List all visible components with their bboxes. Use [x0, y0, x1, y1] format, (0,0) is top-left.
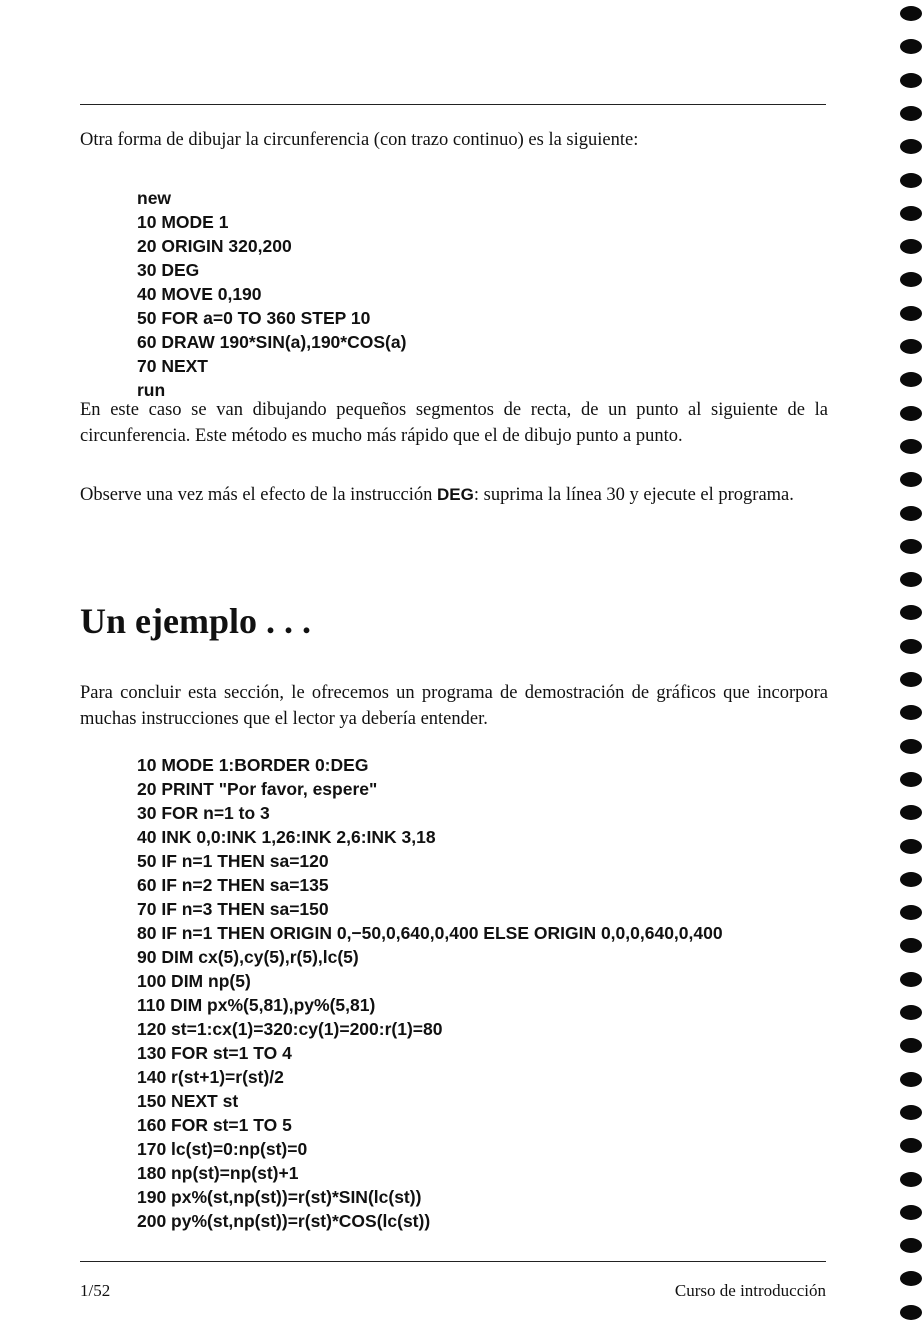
code-line: 40 INK 0,0:INK 1,26:INK 2,6:INK 3,18	[137, 827, 436, 847]
binder-hole	[900, 406, 922, 421]
code-line: 180 np(st)=np(st)+1	[137, 1163, 299, 1183]
binder-hole	[900, 772, 922, 787]
binder-hole	[900, 1271, 922, 1286]
footer-title: Curso de introducción	[674, 1281, 826, 1300]
binder-hole	[900, 1305, 922, 1320]
deg-keyword: DEG	[437, 485, 474, 504]
paragraph-deg-after: : suprima la línea 30 y ejecute el programa.	[473, 485, 794, 505]
paragraph-deg-before: Observe una vez más el efecto de la instrucción	[80, 485, 438, 505]
code-line: 190 px%(st,np(st))=r(st)*SIN(lc(st))	[137, 1187, 422, 1207]
code-line: 60 DRAW 190*SIN(a),190*COS(a)	[137, 332, 407, 352]
code-line: 30 FOR n=1 to 3	[137, 803, 270, 823]
bottom-rule	[80, 1261, 826, 1262]
code-listing-1	[137, 186, 406, 402]
binder-hole	[900, 972, 922, 987]
code-line: 90 DIM cx(5),cy(5),r(5),lc(5)	[137, 947, 359, 967]
section-heading: Un ejemplo . . .	[80, 601, 311, 641]
binder-holes	[896, 0, 924, 1334]
binder-hole	[900, 106, 922, 121]
intro-paragraph: Otra forma de dibujar la circunferencia (con trazo continuo) es la siguiente:	[80, 130, 639, 150]
binder-hole	[900, 472, 922, 487]
binder-hole	[900, 439, 922, 454]
binder-hole	[900, 572, 922, 587]
code-line: 130 FOR st=1 TO 4	[137, 1043, 292, 1063]
paragraph-segments: En este caso se van dibujando pequeños segmentos de recta, de un punto al siguiente de la circunferencia. Este método es mucho más rápido que el de dibujo punto a punto.	[80, 400, 828, 446]
binder-hole	[900, 639, 922, 654]
code-listing-2	[137, 753, 723, 1233]
code-line: 50 FOR a=0 TO 360 STEP 10	[137, 308, 371, 328]
intro-demo-paragraph: Para concluir esta sección, le ofrecemos un programa de demostración de gráficos que incorpora muchas instrucciones que el lector ya debería entender.	[80, 683, 828, 729]
code-line: 140 r(st+1)=r(st)/2	[137, 1067, 284, 1087]
binder-hole	[900, 739, 922, 754]
code-line: 120 st=1:cx(1)=320:cy(1)=200:r(1)=80	[137, 1019, 443, 1039]
binder-hole	[900, 139, 922, 154]
page-number: 1/52	[80, 1281, 111, 1300]
code-line: 70 IF n=3 THEN sa=150	[137, 899, 329, 919]
code-line: 40 MOVE 0,190	[137, 284, 262, 304]
code-line: new	[137, 188, 172, 208]
paragraph-deg	[80, 482, 828, 508]
code-line: 60 IF n=2 THEN sa=135	[137, 875, 329, 895]
code-line: run	[137, 380, 166, 400]
binder-hole	[900, 872, 922, 887]
code-line: 110 DIM px%(5,81),py%(5,81)	[137, 995, 376, 1015]
binder-hole	[900, 272, 922, 287]
binder-hole	[900, 39, 922, 54]
binder-hole	[900, 506, 922, 521]
code-line: 160 FOR st=1 TO 5	[137, 1115, 292, 1135]
code-line: 70 NEXT	[137, 356, 208, 376]
binder-hole	[900, 306, 922, 321]
binder-hole	[900, 672, 922, 687]
code-line: 20 ORIGIN 320,200	[137, 236, 292, 256]
binder-hole	[900, 805, 922, 820]
binder-hole	[900, 372, 922, 387]
code-line: 10 MODE 1:BORDER 0:DEG	[137, 755, 369, 775]
code-line: 200 py%(st,np(st))=r(st)*COS(lc(st))	[137, 1211, 431, 1231]
binder-hole	[900, 1238, 922, 1253]
code-line: 20 PRINT "Por favor, espere"	[137, 779, 378, 799]
binder-hole	[900, 905, 922, 920]
code-line: 100 DIM np(5)	[137, 971, 251, 991]
binder-hole	[900, 1138, 922, 1153]
binder-hole	[900, 705, 922, 720]
code-line: 80 IF n=1 THEN ORIGIN 0,−50,0,640,0,400 ELSE ORIGIN 0,0,0,640,0,400	[137, 923, 723, 943]
code-line: 170 lc(st)=0:np(st)=0	[137, 1139, 308, 1159]
binder-hole	[900, 1038, 922, 1053]
binder-hole	[900, 1205, 922, 1220]
binder-hole	[900, 938, 922, 953]
binder-hole	[900, 1072, 922, 1087]
code-line: 10 MODE 1	[137, 212, 229, 232]
binder-hole	[900, 239, 922, 254]
binder-hole	[900, 605, 922, 620]
binder-hole	[900, 839, 922, 854]
binder-hole	[900, 539, 922, 554]
binder-hole	[900, 173, 922, 188]
code-line: 30 DEG	[137, 260, 200, 280]
binder-hole	[900, 1005, 922, 1020]
binder-hole	[900, 339, 922, 354]
binder-hole	[900, 206, 922, 221]
top-rule	[80, 104, 826, 105]
binder-hole	[900, 6, 922, 21]
code-line: 150 NEXT st	[137, 1091, 239, 1111]
binder-hole	[900, 1172, 922, 1187]
code-line: 50 IF n=1 THEN sa=120	[137, 851, 329, 871]
binder-hole	[900, 1105, 922, 1120]
binder-hole	[900, 73, 922, 88]
